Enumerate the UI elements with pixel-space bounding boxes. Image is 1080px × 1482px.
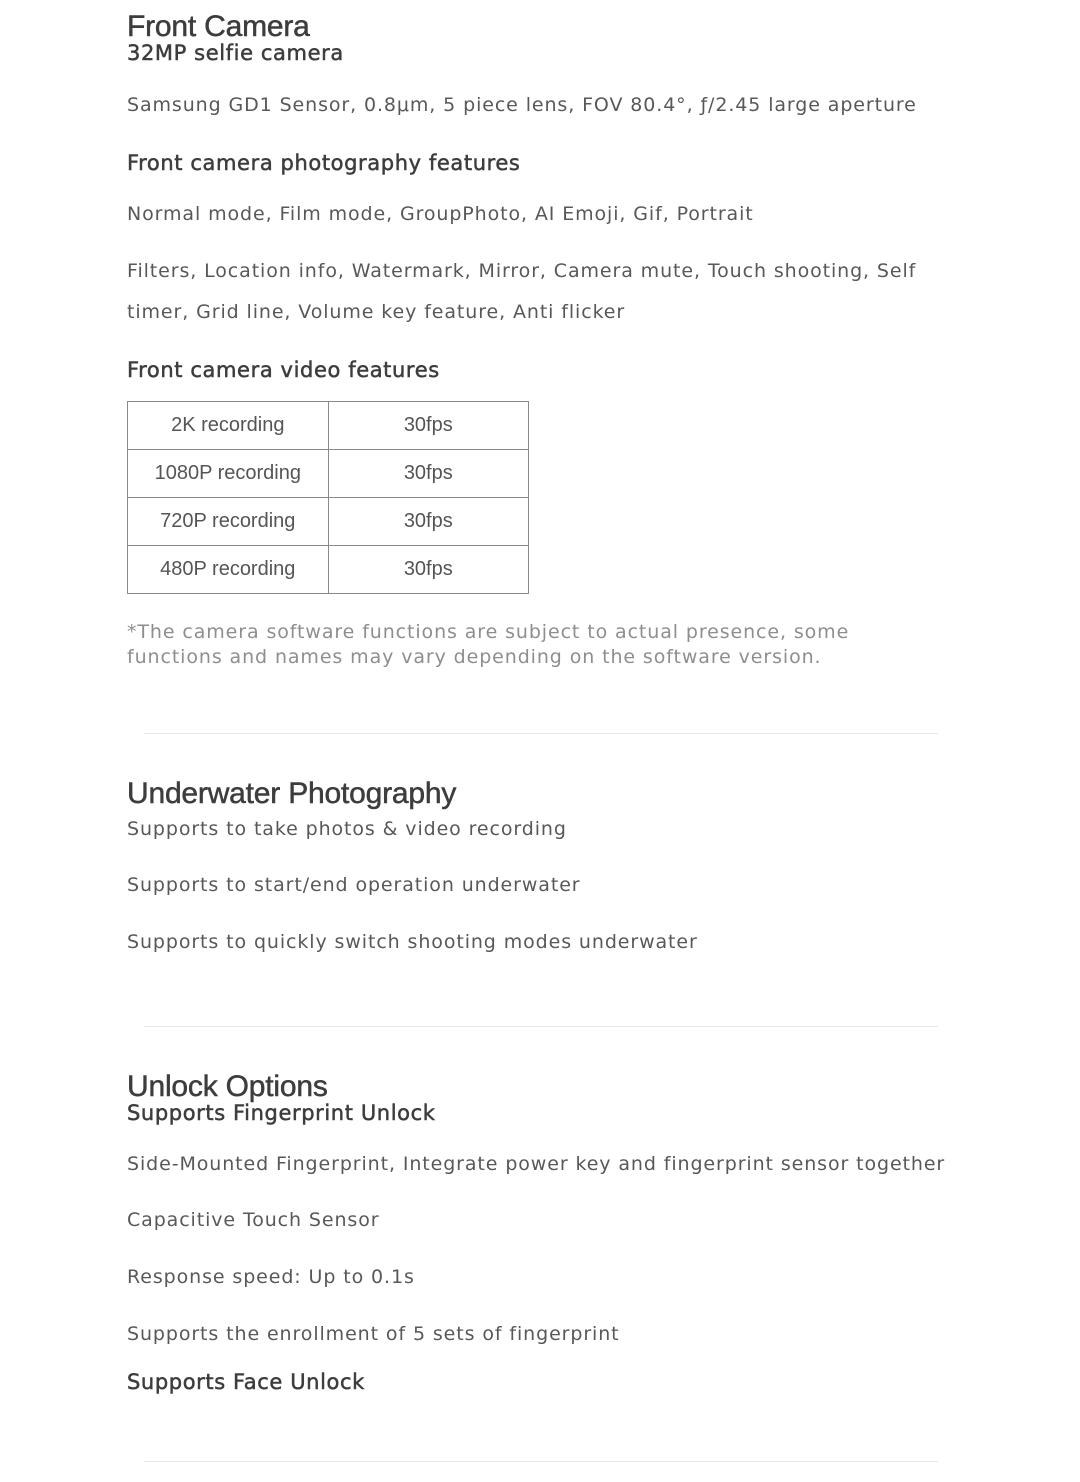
fingerprint-item: Capacitive Touch Sensor (127, 1209, 380, 1231)
camera-software-note: *The camera software functions are subject to actual presence, some functions and names may vary depending on the software version. (127, 621, 850, 668)
table-row (128, 450, 529, 498)
front-camera-subtitle: 32MP selfie camera (127, 41, 344, 65)
video-mode-cell: 2K recording (128, 402, 329, 450)
fingerprint-unlock-title: Supports Fingerprint Unlock (127, 1101, 436, 1125)
unlock-title: Unlock Options (127, 1070, 328, 1103)
table-row (128, 402, 529, 450)
video-fps-cell: 30fps (328, 498, 528, 546)
video-fps-cell: 30fps (328, 450, 528, 498)
photo-features-title: Front camera photography features (127, 151, 521, 175)
front-camera-sensor-spec: Samsung GD1 Sensor, 0.8μm, 5 piece lens, FOV 80.4°, ƒ/2.45 large aperture (127, 94, 917, 116)
photo-options: Filters, Location info, Watermark, Mirror, Camera mute, Touch shooting, Self timer, Grid line, Volume key feature, Anti flicker (127, 260, 917, 323)
video-mode-cell: 720P recording (128, 498, 329, 546)
section-divider (144, 1026, 938, 1027)
table-row (128, 498, 529, 546)
underwater-title: Underwater Photography (127, 777, 457, 810)
fingerprint-item: Supports the enrollment of 5 sets of fingerprint (127, 1323, 620, 1345)
video-features-title: Front camera video features (127, 358, 440, 382)
video-features-table (127, 401, 529, 594)
fingerprint-item: Side-Mounted Fingerprint, Integrate power key and fingerprint sensor together (127, 1153, 946, 1175)
underwater-item: Supports to start/end operation underwater (127, 874, 581, 896)
video-mode-cell: 480P recording (128, 546, 329, 594)
section-divider (144, 1461, 938, 1462)
video-fps-cell: 30fps (328, 546, 528, 594)
underwater-item: Supports to quickly switch shooting modes underwater (127, 931, 698, 953)
face-unlock-title: Supports Face Unlock (127, 1370, 365, 1394)
table-row (128, 546, 529, 594)
video-mode-cell: 1080P recording (128, 450, 329, 498)
fingerprint-item: Response speed: Up to 0.1s (127, 1266, 415, 1288)
underwater-item: Supports to take photos & video recording (127, 818, 567, 840)
front-camera-title: Front Camera (127, 10, 310, 43)
photo-modes: Normal mode, Film mode, GroupPhoto, AI Emoji, Gif, Portrait (127, 203, 754, 225)
section-divider (144, 733, 938, 734)
video-fps-cell: 30fps (328, 402, 528, 450)
